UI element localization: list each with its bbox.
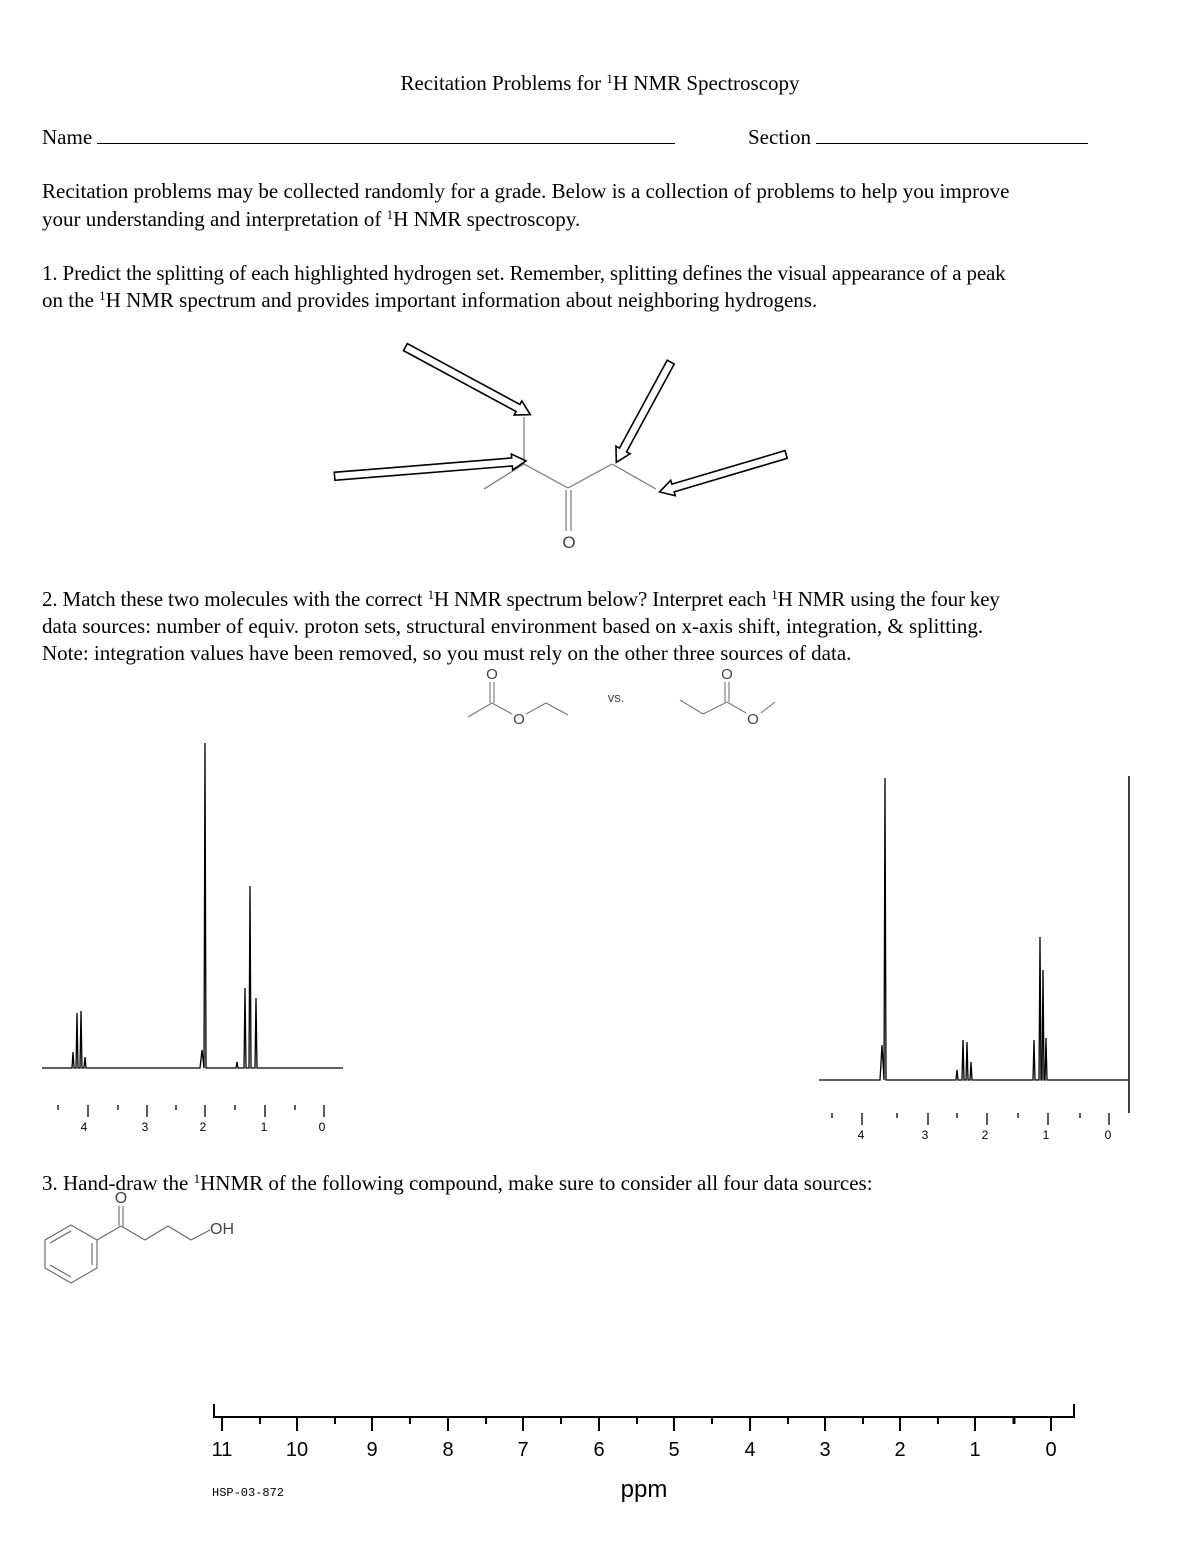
ppm-tick-6: 6 [593,1439,605,1461]
methyl-propanoate-carbonyl-o: O [721,666,733,683]
ppm-tick-8: 8 [442,1439,454,1461]
ppm-axis-ticks [222,1417,1051,1431]
q2-line-1: 2. Match these two molecules with the correct $^1$H NMR spectrum below? Interpret each $^1$H NMR using the four key [42,587,1000,611]
q1-line-1: 1. Predict the splitting of each highlighted hydrogen set. Remember, splitting defines the visual appearance of a peak [42,261,1006,285]
vs-label: vs. [607,690,625,705]
ppm-tick-4: 4 [744,1439,756,1461]
ppm-unit-label: ppm [620,1476,668,1503]
page-title: Recitation Problems for $^1$H NMR Spectroscopy [400,71,800,95]
ppm-tick-9: 9 [366,1439,378,1461]
ethyl-acetate-ester-o: O [513,711,525,728]
ppm-tick-7: 7 [517,1439,529,1461]
q2-line-3: Note: integration values have been removed, so you must rely on the other three sources of data. [42,641,852,665]
ppm-tick-1: 1 [969,1439,981,1461]
q1-oxygen-label: O [562,533,576,552]
section-label: Section [748,125,811,149]
spectrum-right-tick-1: 1 [1042,1128,1050,1142]
intro-line-2: your understanding and interpretation of $^1$H NMR spectroscopy. [42,207,581,231]
spectrum-left-tick-2: 2 [199,1120,207,1134]
ppm-tick-3: 3 [819,1439,831,1461]
ethyl-acetate-carbonyl-o: O [486,666,498,683]
hsp-code-label: HSP-03-872 [212,1486,285,1500]
spectrum-right-tick-0: 0 [1104,1128,1112,1142]
ppm-tick-11: 11 [211,1439,233,1461]
name-label: Name [42,125,93,149]
ppm-tick-2: 2 [894,1439,906,1461]
spectrum-left-tick-1: 1 [260,1120,268,1134]
ppm-tick-10: 10 [285,1439,309,1461]
q3-line: 3. Hand-draw the $^1$HNMR of the following compound, make sure to consider all four data sources: [42,1171,873,1195]
spectrum-right-tick-4: 4 [857,1128,865,1142]
spectrum-right-tick-2: 2 [981,1128,989,1142]
spectrum-right-tick-3: 3 [921,1128,929,1142]
spectrum-left-tick-4: 4 [80,1120,88,1134]
ppm-tick-0: 0 [1045,1439,1057,1461]
methyl-propanoate-ester-o: O [747,711,759,728]
q3-oh-label: OH [210,1221,234,1238]
intro-line-1: Recitation problems may be collected randomly for a grade. Below is a collection of problems to help you improve [42,179,1010,203]
ppm-tick-5: 5 [668,1439,680,1461]
spectrum-left-tick-3: 3 [141,1120,149,1134]
q3-carbonyl-o: O [114,1190,128,1207]
ppm-axis-line [214,1404,1074,1417]
spectrum-left-tick-0: 0 [318,1120,326,1134]
q2-line-2: data sources: number of equiv. proton sets, structural environment based on x-axis shift, integration, & splitting. [42,614,984,638]
q1-line-2: on the $^1$H NMR spectrum and provides important information about neighboring hydrogens. [42,288,818,312]
